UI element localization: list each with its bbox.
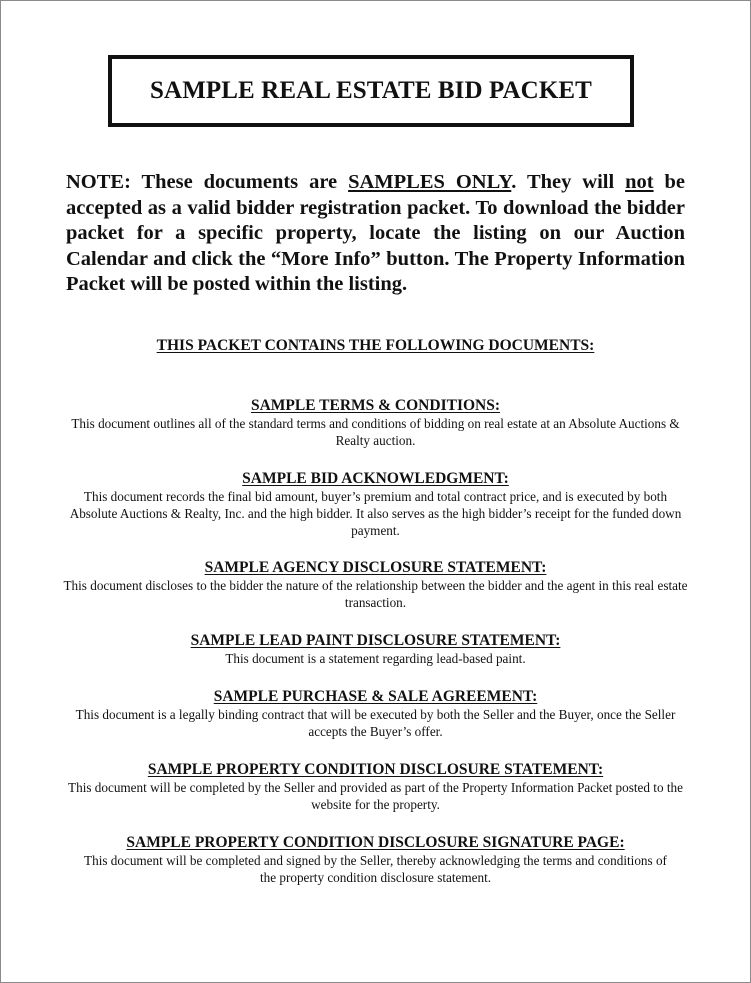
document-item-title: SAMPLE PURCHASE & SALE AGREEMENT:: [213, 688, 538, 705]
document-item-description: This document records the final bid amount, buyer’s premium and total contract price, and is executed by both Absolute Auctions & Realty, Inc. and the high bidder. It also serves as the high bidder’s receipt for the funded down payment.: [69, 489, 682, 538]
document-list: [60, 396, 691, 886]
document-item-description: This document is a statement regarding lead-based paint.: [225, 651, 526, 666]
document-item-title: SAMPLE PROPERTY CONDITION DISCLOSURE SIGNATURE PAGE:: [126, 834, 625, 851]
document-item-bid-acknowledgment: [60, 469, 691, 539]
document-title: SAMPLE REAL ESTATE BID PACKET: [150, 77, 592, 104]
document-item-title: SAMPLE BID ACKNOWLEDGMENT:: [242, 470, 509, 487]
document-item-title: SAMPLE PROPERTY CONDITION DISCLOSURE STATEMENT:: [147, 761, 604, 778]
document-item-agency-disclosure: [60, 558, 691, 611]
note-paragraph: [66, 170, 685, 298]
document-item-purchase-sale: [60, 687, 691, 740]
document-item-title: SAMPLE LEAD PAINT DISCLOSURE STATEMENT:: [190, 632, 561, 649]
contains-heading: THIS PACKET CONTAINS THE FOLLOWING DOCUMENTS:: [156, 337, 595, 354]
document-item-signature-page: [60, 833, 691, 886]
document-item-description: This document will be completed and signed by the Seller, thereby acknowledging the terms and conditions of the property condition disclosure statement.: [84, 853, 667, 885]
note-samples-only: SAMPLES ONLY: [348, 171, 512, 193]
note-rest: be accepted as a valid bidder registration packet. To download the bidder packet for a specific property, locate the listing on our Auction Calendar and click the “More Info” button. The Property Information Packet will be posted within the listing.: [66, 171, 685, 295]
document-item-title: SAMPLE AGENCY DISCLOSURE STATEMENT:: [204, 559, 547, 576]
title-box: [108, 55, 634, 127]
document-item-terms: [60, 396, 691, 449]
note-not: not: [625, 171, 654, 193]
document-item-description: This document will be completed by the Seller and provided as part of the Property Information Packet posted to the website for the property.: [68, 780, 683, 812]
document-item-property-condition: [60, 760, 691, 813]
note-prefix: NOTE: These documents are: [66, 171, 349, 193]
document-item-description: This document is a legally binding contract that will be executed by both the Seller and the Buyer, once the Seller accepts the Buyer’s offer.: [75, 707, 676, 739]
document-item-lead-paint: [60, 631, 691, 667]
document-item-description: This document outlines all of the standard terms and conditions of bidding on real estate at an Absolute Auctions & Realty auction.: [71, 416, 680, 448]
document-item-title: SAMPLE TERMS & CONDITIONS:: [250, 397, 501, 414]
note-middle: . They will: [511, 171, 626, 193]
document-item-description: This document discloses to the bidder the nature of the relationship between the bidder and the agent in this real estate transaction.: [63, 578, 688, 610]
